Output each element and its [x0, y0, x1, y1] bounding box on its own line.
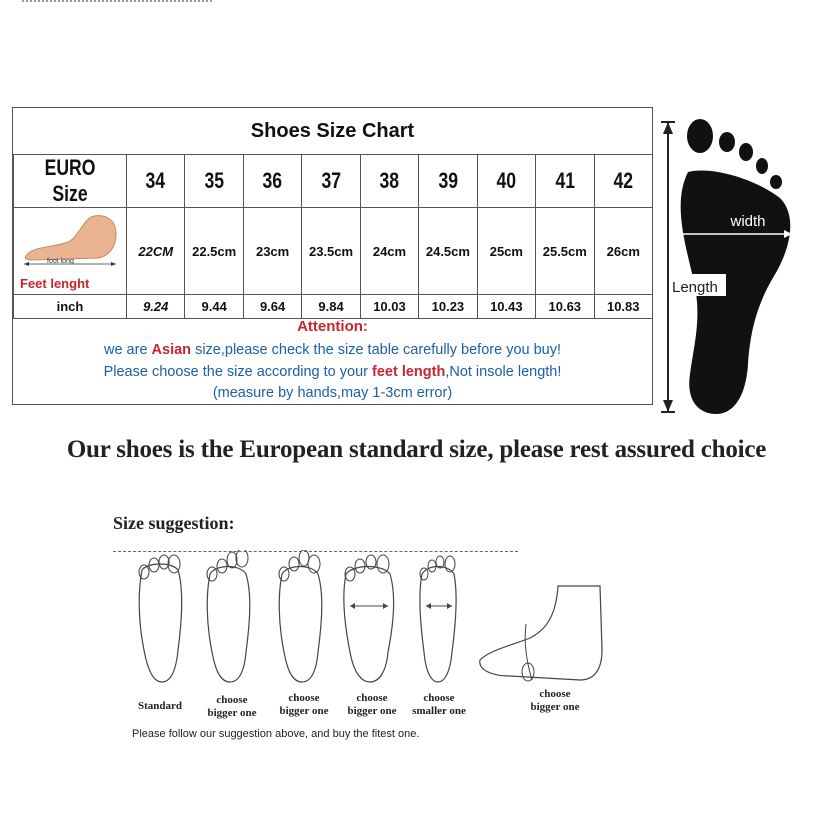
inch-cell: 10.03: [360, 295, 418, 319]
suggestion-label: choose bigger one: [530, 688, 580, 713]
cm-cell: 22.5cm: [185, 208, 243, 295]
euro-size-cell: 38: [360, 155, 418, 208]
chart-title: Shoes Size Chart: [13, 108, 652, 155]
narrow-foot-sketch-icon: [408, 550, 468, 685]
inch-cell: 9.44: [185, 295, 243, 319]
inch-row: [14, 295, 653, 319]
inch-cell: 10.43: [477, 295, 535, 319]
cm-cell: 22CM: [127, 208, 185, 295]
inch-cell: 9.24: [127, 295, 185, 319]
suggestion-footer: Please follow our suggestion above, and buy the fitest one.: [132, 728, 420, 740]
inch-header: inch: [14, 295, 127, 319]
foot-long-label: foot long: [47, 258, 74, 265]
suggestion-label: choose bigger one: [279, 692, 329, 717]
cm-cell: 25cm: [477, 208, 535, 295]
euro-size-cell: 37: [302, 155, 360, 208]
attention-heading: Attention:: [297, 318, 368, 335]
size-table: [13, 154, 653, 319]
euro-size-cell: 34: [127, 155, 185, 208]
width-label: width: [730, 213, 766, 230]
cm-cell: 23cm: [243, 208, 301, 295]
euro-size-cell: 41: [536, 155, 594, 208]
cm-cell: 26cm: [594, 208, 653, 295]
inch-cell: 10.63: [536, 295, 594, 319]
euro-size-cell: 40: [477, 155, 535, 208]
cm-cell: 24.5cm: [419, 208, 477, 295]
standard-foot-sketch-icon: [130, 550, 190, 685]
size-suggestion-title: Size suggestion:: [113, 513, 235, 533]
euro-size-cell: 36: [243, 155, 301, 208]
cm-cell: 24cm: [360, 208, 418, 295]
inch-cell: 10.23: [419, 295, 477, 319]
feet-length-note: Please choose the size according to your feet length,Not insole length!: [103, 364, 562, 380]
length-label: Length: [672, 279, 718, 296]
cm-cell: 25.5cm: [536, 208, 594, 295]
suggestion-label: Standard: [137, 700, 183, 712]
inch-cell: 9.64: [243, 295, 301, 319]
high-instep-foot-sketch-icon: [470, 580, 610, 690]
euro-size-row: [14, 155, 653, 208]
foot-dimension-diagram: [658, 112, 808, 422]
inch-cell: 9.84: [302, 295, 360, 319]
inch-cell: 10.83: [594, 295, 653, 319]
suggestion-label: choose bigger one: [347, 692, 397, 717]
asian-size-note: we are Asian size,please check the size table carefully before you buy!: [103, 342, 562, 358]
wide-foot-sketch-icon: [338, 550, 400, 685]
feet-length-row: [14, 208, 653, 295]
big-toe-icon: [687, 119, 713, 153]
european-standard-note: Our shoes is the European standard size, please rest assured choice: [66, 436, 767, 463]
top-dotted-line: [22, 0, 212, 5]
foot-measure-cell: [14, 208, 127, 295]
suggestion-label: choose bigger one: [207, 694, 257, 719]
measure-error-note: (measure by hands,may 1-3cm error): [212, 385, 453, 401]
size-chart: [12, 107, 653, 405]
suggestion-label: choose smaller one: [412, 692, 466, 717]
cm-cell: 23.5cm: [302, 208, 360, 295]
euro-size-cell: 35: [185, 155, 243, 208]
second-toe-foot-sketch-icon: [270, 550, 332, 685]
euro-size-cell: 42: [594, 155, 653, 208]
euro-size-cell: 39: [419, 155, 477, 208]
feet-length-label: Feet lenght: [20, 276, 90, 291]
euro-size-header: EURO Size: [14, 155, 127, 208]
long-toe-foot-sketch-icon: [198, 550, 260, 685]
